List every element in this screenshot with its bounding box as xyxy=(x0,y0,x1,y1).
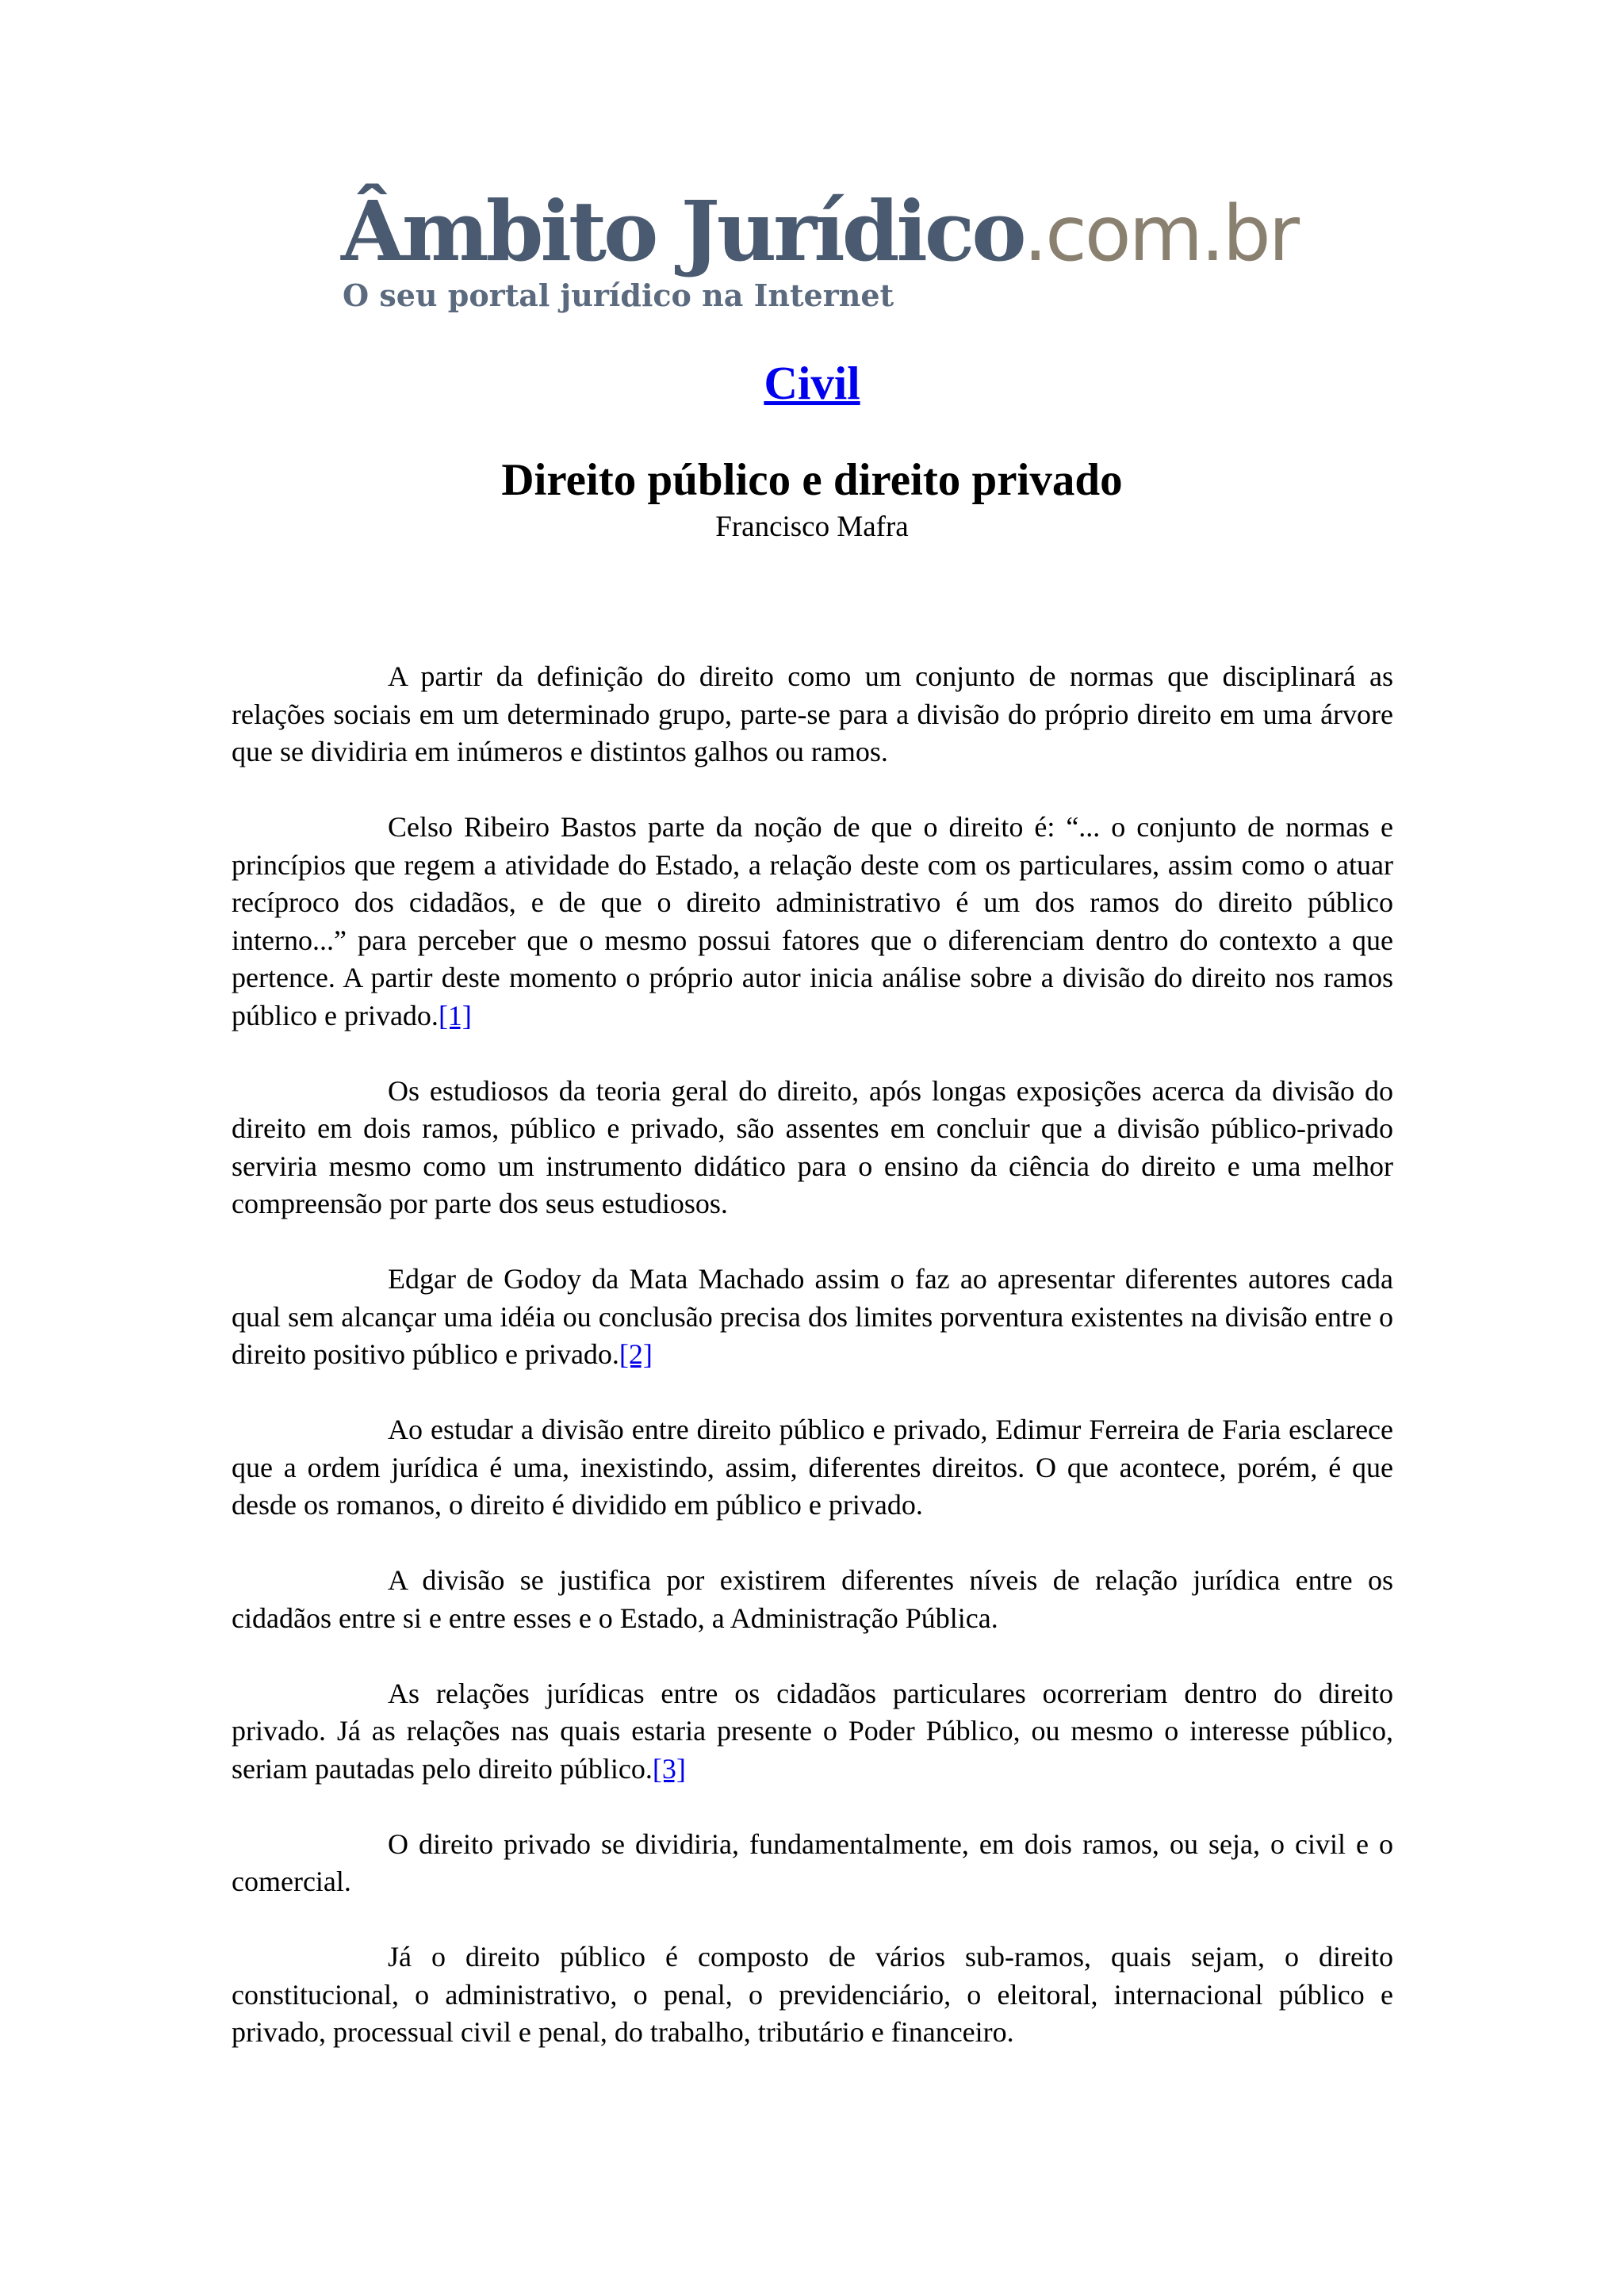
article-author: Francisco Mafra xyxy=(715,511,909,543)
article-title: Direito público e direito privado xyxy=(501,455,1123,505)
paragraph-text: Celso Ribeiro Bastos parte da noção de que o direito é: “... o conjunto de normas e princípios que regem a atividade do Estado, a relação deste com os particulares, assim como o atuar recíproco dos cidadãos, e de que o direito administrativo é um dos ramos do direito público interno...” para perceber que o mesmo possui fatores que o diferenciam dentro do contexto a que pertence. A partir deste momento o próprio autor inicia análise sobre a divisão do direito nos ramos público e privado. xyxy=(232,811,1393,1031)
paragraph xyxy=(232,1938,1393,2052)
paragraph-text: O direito privado se dividiria, fundamentalmente, em dois ramos, ou seja, o civil e o comercial. xyxy=(232,1827,1393,1897)
article-body xyxy=(232,658,1393,2089)
footnote-link[interactable]: [2] xyxy=(619,1338,653,1370)
category-heading xyxy=(0,355,1624,411)
logo-main-text: Âmbito Jurídico xyxy=(341,182,1024,280)
paragraph xyxy=(232,1073,1393,1223)
paragraph xyxy=(232,658,1393,771)
category-link[interactable]: Civil xyxy=(764,357,860,409)
paragraph xyxy=(232,1675,1393,1789)
logo-domain-text: .com.br xyxy=(1023,189,1298,278)
paragraph xyxy=(232,809,1393,1035)
paragraph xyxy=(232,1562,1393,1637)
paragraph-text: Os estudiosos da teoria geral do direito, após longas exposições acerca da divisão do direito em dois ramos, público e privado, são assentes em concluir que a divisão público-privado serviria mesmo como um instrumento didático para o ensino da ciência do direito e uma melhor compreensão por parte dos seus estudiosos. xyxy=(232,1074,1393,1219)
paragraph xyxy=(232,1826,1393,1901)
paragraph-text: Já o direito público é composto de vários sub-ramos, quais sejam, o direito constitucional, o administrativo, o penal, o previdenciário, o eleitoral, internacional público e privado, processual civil e penal, do trabalho, tributário e financeiro. xyxy=(232,1941,1393,2048)
site-logo xyxy=(341,182,1308,325)
paragraph-text: Edgar de Godoy da Mata Machado assim o faz ao apresentar diferentes autores cada qual sem alcançar uma idéia ou conclusão precisa dos limites porventura existentes na divisão entre o direito positivo público e privado. xyxy=(232,1263,1393,1370)
paragraph-text: As relações jurídicas entre os cidadãos particulares ocorreriam dentro do direito privado. Já as relações nas quais estaria presente o Poder Público, ou mesmo o interesse público, seriam pautadas pelo direito público. xyxy=(232,1677,1393,1785)
logo-wordmark xyxy=(341,182,1298,280)
paragraph-text: A divisão se justifica por existirem diferentes níveis de relação jurídica entre os cidadãos entre si e entre esses e o Estado, a Administração Pública. xyxy=(232,1564,1393,1634)
footnote-link[interactable]: [3] xyxy=(652,1752,686,1785)
paragraph-text: A partir da definição do direito como um conjunto de normas que disciplinará as relações sociais em um determinado grupo, parte-se para a divisão do próprio direito em uma árvore que se dividiria em inúmeros e distintos galhos ou ramos. xyxy=(232,660,1393,767)
logo-tagline: O seu portal jurídico na Internet xyxy=(343,277,894,313)
footnote-link[interactable]: [1] xyxy=(438,999,472,1031)
paragraph xyxy=(232,1411,1393,1525)
paragraph-text: Ao estudar a divisão entre direito público e privado, Edimur Ferreira de Faria esclarece que a ordem jurídica é uma, inexistindo, assim, diferentes direitos. O que acontece, porém, é que desde os romanos, o direito é dividido em público e privado. xyxy=(232,1414,1393,1521)
paragraph xyxy=(232,1261,1393,1374)
